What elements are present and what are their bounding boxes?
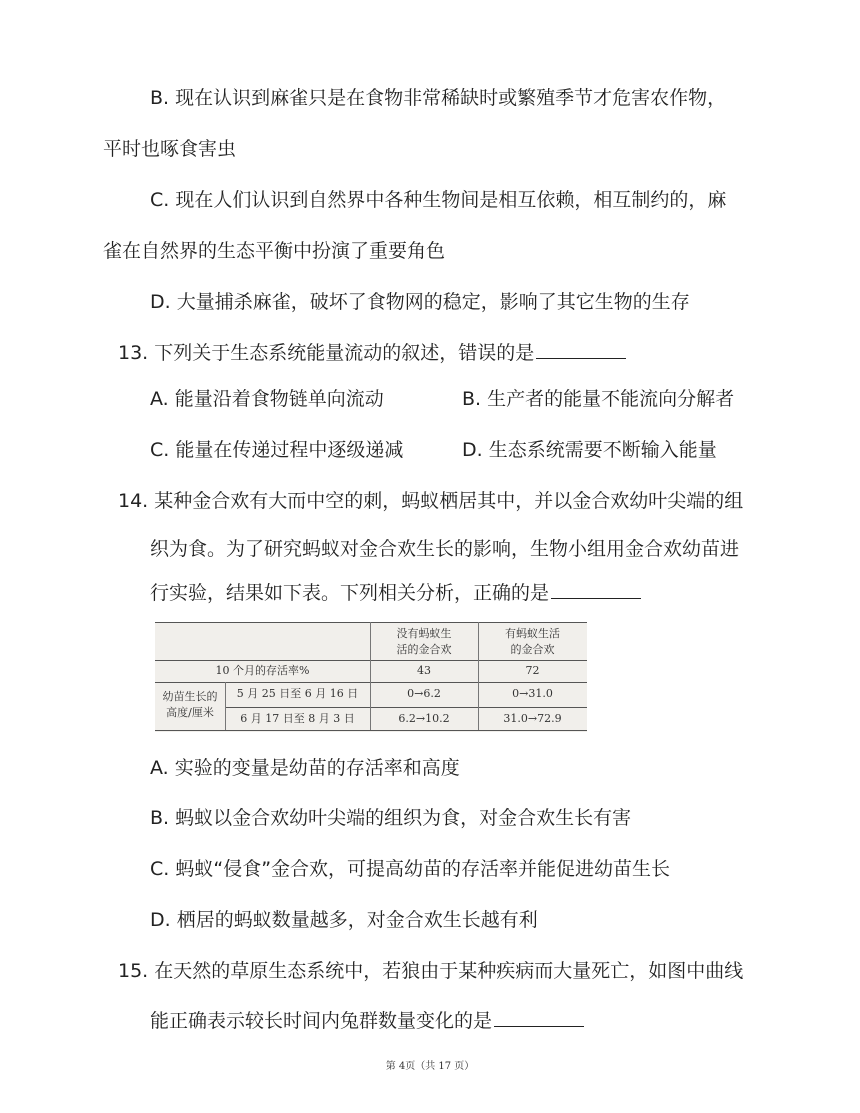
height1-no-ant: 0→6.2 (407, 687, 441, 700)
survival-no-ant: 43 (417, 664, 431, 677)
question-13-text: 13. 下列关于生态系统能量流动的叙述，错误的是 (118, 342, 535, 364)
page-footer: 第 4页（共 17 页） (385, 1061, 475, 1072)
survival-ant: 72 (525, 664, 540, 677)
option-13b: B. 生产者的能量不能流向分解者 (462, 388, 735, 410)
height2-ant: 31.0→72.9 (503, 712, 562, 725)
experiment-table (155, 622, 587, 732)
answer-blank (536, 340, 626, 359)
answer-blank (494, 1008, 584, 1027)
question-14-line1: 14. 某种金合欢有大而中空的刺，蚂蚁栖居其中，并以金合欢幼叶尖端的组 (118, 490, 744, 512)
option-14b: B. 蚂蚁以金合欢幼叶尖端的组织为食，对金合欢生长有害 (150, 807, 632, 829)
height1-ant: 0→31.0 (512, 687, 553, 700)
option-12b-line2: 平时也啄食害虫 (103, 138, 237, 160)
question-13 (118, 340, 626, 366)
row-height-label: 幼苗生长的 高度/厘米 (162, 690, 218, 719)
question-15-text: 能正确表示较长时间内兔群数量变化的是 (150, 1010, 493, 1032)
option-12c-line2: 雀在自然界的生态平衡中扮演了重要角色 (103, 240, 446, 262)
question-14-line3 (150, 580, 641, 606)
period-1: 5 月 25 日至 6 月 16 日 (236, 687, 359, 700)
option-14a: A. 实验的变量是幼苗的存活率和高度 (150, 757, 460, 779)
height2-no-ant: 6.2→10.2 (398, 712, 450, 725)
header-no-ant: 没有蚂蚁生 活的金合欢 (396, 627, 452, 656)
option-12d: D. 大量捕杀麻雀，破坏了食物网的稳定，影响了其它生物的生存 (150, 291, 690, 313)
header-ant: 有蚂蚁生活 的金合欢 (505, 627, 560, 656)
row-survival-label: 10 个月的存活率% (215, 664, 310, 677)
option-14d: D. 栖居的蚂蚁数量越多，对金合欢生长越有利 (150, 909, 538, 931)
option-13d: D. 生态系统需要不断输入能量 (462, 439, 717, 461)
option-12b-line1: B. 现在认识到麻雀只是在食物非常稀缺时或繁殖季节才危害农作物， (150, 87, 727, 109)
option-12c-line1: C. 现在人们认识到自然界中各种生物间是相互依赖，相互制约的，麻 (150, 189, 727, 211)
period-2: 6 月 17 日至 8 月 3 日 (240, 712, 355, 725)
option-13c: C. 能量在传递过程中逐级递减 (150, 439, 404, 461)
answer-blank (551, 580, 641, 599)
question-14-text: 行实验，结果如下表。下列相关分析，正确的是 (150, 582, 550, 604)
question-14-line2: 织为食。为了研究蚂蚁对金合欢生长的影响，生物小组用金合欢幼苗进 (150, 538, 740, 560)
question-15-line1: 15. 在天然的草原生态系统中，若狼由于某种疾病而大量死亡，如图中曲线 (118, 960, 744, 982)
option-14c: C. 蚂蚁“侵食”金合欢，可提高幼苗的存活率并能促进幼苗生长 (150, 858, 671, 880)
question-15-line2 (150, 1008, 584, 1034)
option-13a: A. 能量沿着食物链单向流动 (150, 388, 384, 410)
